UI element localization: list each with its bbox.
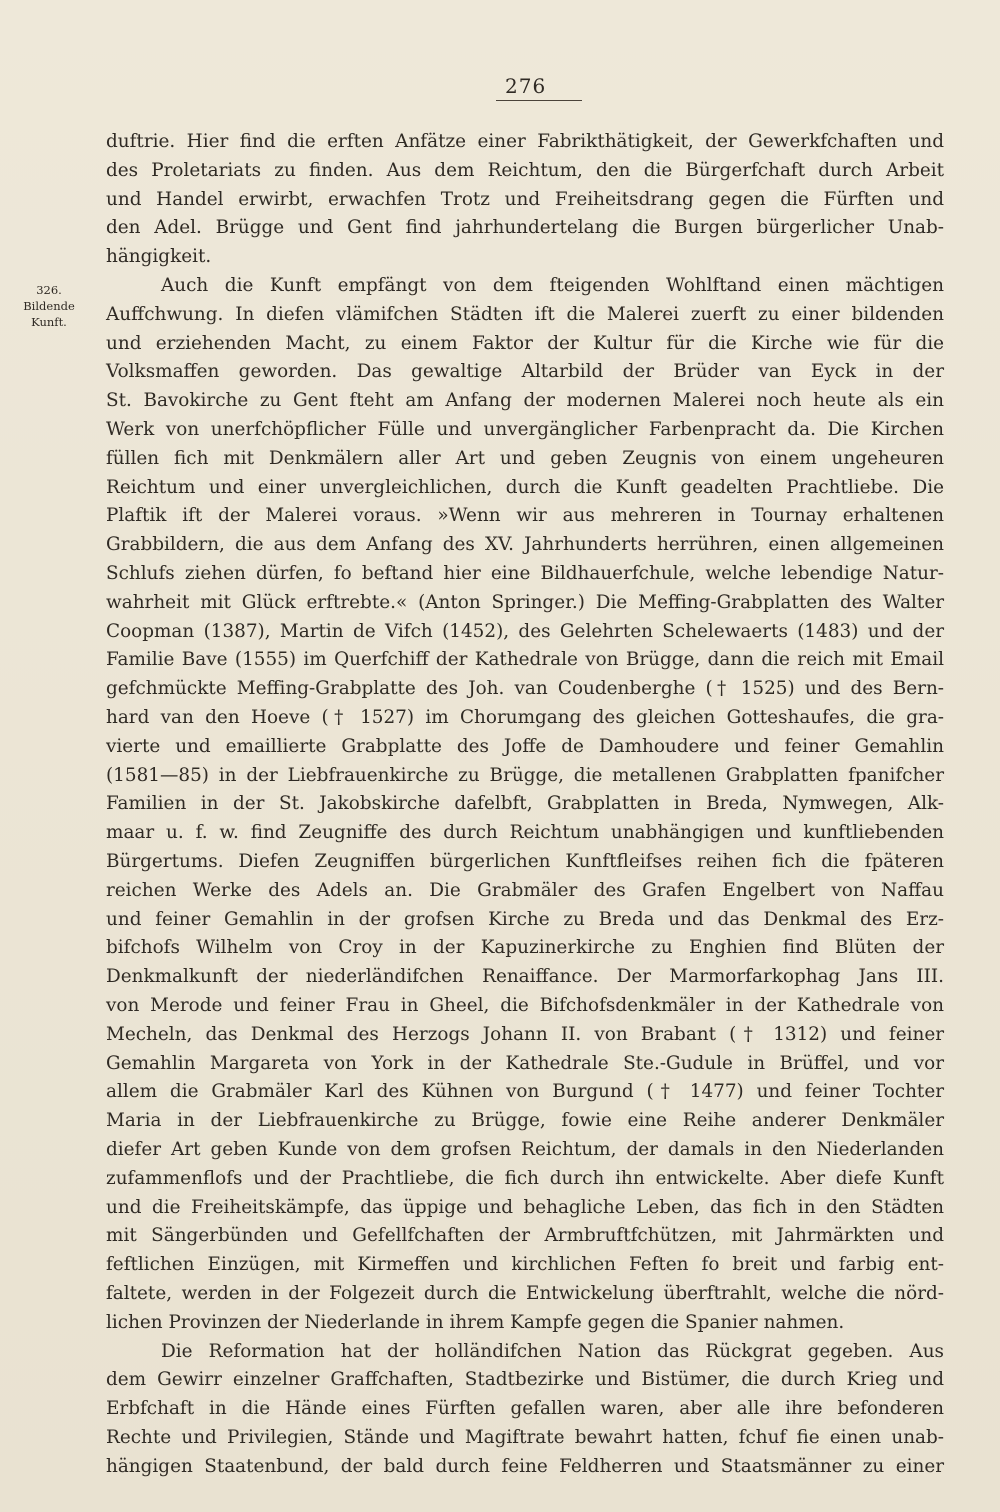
text-line-2: des Proletariats zu finden. Aus dem Reichtum, den die Bürgerfchaft durch Arbeit <box>106 159 944 181</box>
text-line-29: bifchofs Wilhelm von Croy in der Kapuzinerkirche zu Enghien find Blüten der <box>106 937 944 959</box>
text-line-32: Mecheln, das Denkmal des Herzogs Johann II. von Brabant († 1312) und feiner <box>106 1023 944 1045</box>
text-line-9: Volksmaffen geworden. Das gewaltige Altarbild der Brüder van Eyck in der <box>106 361 944 383</box>
text-line-10: St. Bavokirche zu Gent fteht am Anfang der modernen Malerei noch heute als ein <box>106 390 944 412</box>
text-line-28: und feiner Gemahlin in der grofsen Kirche zu Breda und das Denkmal des Erz- <box>106 908 944 930</box>
text-line-33: Gemahlin Margareta von York in der Kathedrale Ste.-Gudule in Brüffel, und vor <box>106 1052 944 1074</box>
text-line-12: füllen fich mit Denkmälern aller Art und geben Zeugnis von einem ungeheuren <box>106 447 944 469</box>
text-line-42: lichen Provinzen der Niederlande in ihrem Kampfe gegen die Spanier nahmen. <box>106 1311 845 1333</box>
text-line-17: wahrheit mit Glück erftrebte.« (Anton Springer.) Die Meffing-Grabplatten des Walter <box>106 591 944 613</box>
text-line-35: Maria in der Liebfrauenkirche zu Brügge, fowie eine Reihe anderer Denkmäler <box>106 1110 944 1132</box>
text-line-1: duftrie. Hier find die erften Anfätze einer Fabrikthätigkeit, der Gewerkfchaften und <box>106 131 944 152</box>
text-line-36: diefer Art geben Kunde von dem grofsen Reichtum, der damals in den Niederlanden <box>106 1139 944 1160</box>
text-line-37: zufammenflofs und der Prachtliebe, die fich durch ihn entwickelte. Aber diefe Kunft <box>106 1167 944 1189</box>
text-line-23: (1581—85) in der Liebfrauenkirche zu Brügge, die metallenen Grabplatten fpanifcher <box>106 764 944 786</box>
text-line-43: Die Reformation hat der holländifchen Nation das Rückgrat gegeben. Aus <box>161 1340 944 1362</box>
margin-note <box>20 282 78 330</box>
text-line-20: gefchmückte Meffing-Grabplatte des Joh. van Coudenberghe († 1525) und des Bern- <box>106 678 944 700</box>
text-line-47: hängigen Staatenbund, der bald durch feine Feldherren und Staatsmänner zu einer <box>106 1455 944 1477</box>
text-line-30: Denkmalkunft der niederländifchen Renaiffance. Der Marmorfarkophag Jans III. <box>106 966 944 988</box>
text-line-40: feftlichen Einzügen, mit Kirmeffen und kirchlichen Feften fo breit und farbig ent- <box>106 1254 944 1276</box>
text-line-8: und erziehenden Macht, zu einem Faktor der Kultur für die Kirche wie für die <box>106 332 944 354</box>
text-line-34: allem die Grabmäler Karl des Kühnen von Burgund († 1477) und feiner Tochter <box>106 1081 944 1103</box>
text-line-38: und die Freiheitskämpfe, das üppige und behagliche Leben, das fich in den Städten <box>106 1196 944 1218</box>
text-line-19: Familie Bave (1555) im Querfchiff der Kathedrale von Brügge, dann die reich mit Email <box>106 649 944 671</box>
text-line-46: Rechte und Privilegien, Stände und Magiftrate bewahrt hatten, fchuf fie einen unab- <box>106 1427 944 1448</box>
text-line-13: Reichtum und einer unvergleichlichen, durch die Kunft geadelten Prachtliebe. Die <box>106 476 944 498</box>
page-number-rule <box>496 100 582 101</box>
margin-note-number: 326. <box>36 283 62 297</box>
text-line-27: reichen Werke des Adels an. Die Grabmäler des Grafen Engelbert von Naffau <box>106 879 944 901</box>
text-line-16: Schlufs ziehen dürfen, fo beftand hier eine Bildhauerfchule, welche lebendige Natur- <box>106 563 944 584</box>
text-line-5: hängigkeit. <box>106 246 212 268</box>
text-line-11: Werk von unerfchöpflicher Fülle und unvergänglicher Farbenpracht da. Die Kirchen <box>106 419 944 440</box>
text-line-21: hard van den Hoeve († 1527) im Chorumgang des gleichen Gotteshaufes, die gra- <box>106 707 944 728</box>
text-line-24: Familien in der St. Jakobskirche dafelbft, Grabplatten in Breda, Nymwegen, Alk- <box>106 793 944 815</box>
text-line-6: Auch die Kunft empfängt von dem fteigenden Wohlftand einen mächtigen <box>161 275 944 296</box>
text-line-41: faltete, werden in der Folgezeit durch die Entwickelung überftrahlt, welche die nörd- <box>106 1283 944 1304</box>
margin-note-title-line-1: Bildende <box>23 299 75 313</box>
text-line-45: Erbfchaft in die Hände eines Fürften gefallen waren, aber alle ihre befonderen <box>106 1398 944 1420</box>
text-line-44: dem Gewirr einzelner Graffchaften, Stadtbezirke und Bistümer, die durch Krieg und <box>106 1369 944 1391</box>
text-line-22: vierte und emaillierte Grabplatte des Joffe de Damhoudere und feiner Gemahlin <box>106 735 944 757</box>
text-line-31: von Merode und feiner Frau in Gheel, die Bifchofsdenkmäler in der Kathedrale von <box>106 995 944 1016</box>
text-line-25: maar u. f. w. find Zeugniffe des durch Reichtum unabhängigen und kunftliebenden <box>106 822 944 844</box>
text-line-3: und Handel erwirbt, erwachfen Trotz und Freiheitsdrang gegen die Fürften und <box>106 188 944 210</box>
page-number: 276 <box>505 74 547 98</box>
text-line-4: den Adel. Brügge und Gent find jahrhundertelang die Burgen bürgerlicher Unab- <box>106 217 944 239</box>
margin-note-title-line-2: Kunft. <box>31 315 67 329</box>
text-line-39: mit Sängerbünden und Gefellfchaften der Armbruftfchützen, mit Jahrmärkten und <box>106 1225 944 1247</box>
text-line-14: Plaftik ift der Malerei voraus. »Wenn wir aus mehreren in Tournay erhaltenen <box>106 505 944 527</box>
text-line-15: Grabbildern, die aus dem Anfang des XV. Jahrhunderts herrühren, einen allgemeinen <box>106 534 944 556</box>
text-line-18: Coopman (1387), Martin de Vifch (1452), des Gelehrten Schelewaerts (1483) und der <box>106 620 944 642</box>
text-line-26: Bürgertums. Diefen Zeugniffen bürgerlichen Kunftfleifses reihen fich die fpäteren <box>106 851 944 872</box>
text-line-7: Auffchwung. In diefen vlämifchen Städten ift die Malerei zuerft zu einer bildenden <box>106 303 944 325</box>
